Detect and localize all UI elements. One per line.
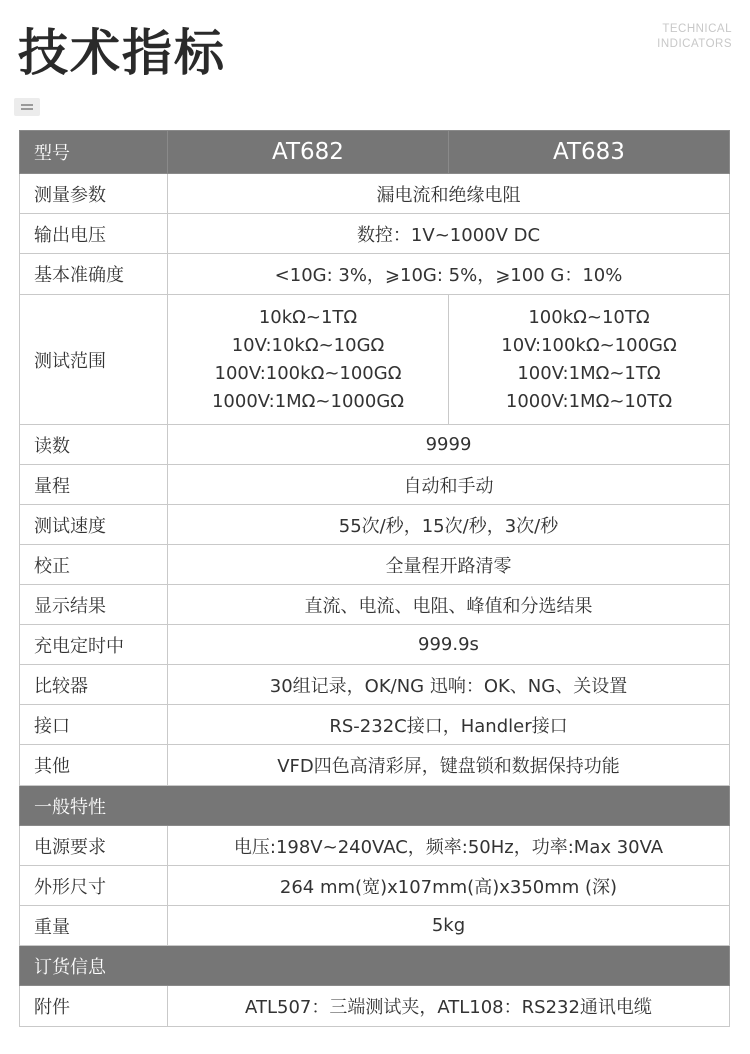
model-at683: AT683	[449, 131, 730, 174]
row-label: 重量	[20, 906, 168, 946]
row-value: VFD四色高清彩屏，键盘锁和数据保持功能	[168, 745, 730, 786]
table-row	[20, 826, 730, 866]
row-value: 漏电流和绝缘电阻	[168, 174, 730, 214]
table-row	[20, 705, 730, 745]
row-label: 读数	[20, 425, 168, 465]
table-row	[20, 505, 730, 545]
range-line: 100V:1MΩ~1TΩ	[517, 362, 661, 384]
row-value: 自动和手动	[168, 465, 730, 505]
table-row	[20, 425, 730, 465]
row-label: 电源要求	[20, 826, 168, 866]
row-value: 电压:198V~240VAC，频率:50Hz，功率:Max 30VA	[168, 826, 730, 866]
row-value: 直流、电流、电阻、峰值和分选结果	[168, 585, 730, 625]
table-row	[20, 986, 730, 1027]
table-row	[20, 906, 730, 946]
section-title: 订货信息	[20, 946, 730, 986]
spec-table	[19, 130, 730, 1027]
row-label: 外形尺寸	[20, 866, 168, 906]
row-label: 校正	[20, 545, 168, 585]
row-value: 55次/秒，15次/秒，3次/秒	[168, 505, 730, 545]
row-value: 30组记录，OK/NG 迅响：OK、NG、关设置	[168, 665, 730, 705]
row-value: 264 mm(宽)x107mm(高)x350mm (深)	[168, 866, 730, 906]
row-label: 测量参数	[20, 174, 168, 214]
row-value: RS-232C接口，Handler接口	[168, 705, 730, 745]
range-at683	[449, 295, 730, 425]
menu-icon[interactable]	[14, 98, 40, 116]
table-row	[20, 254, 730, 295]
model-at682: AT682	[168, 131, 449, 174]
table-header-row	[20, 131, 730, 174]
table-row	[20, 465, 730, 505]
section-title: 一般特性	[20, 786, 730, 826]
range-at682	[168, 295, 449, 425]
table-row	[20, 745, 730, 786]
row-label: 输出电压	[20, 214, 168, 254]
range-line: 100kΩ~10TΩ	[528, 306, 650, 328]
table-row-range	[20, 295, 730, 425]
row-label: 其他	[20, 745, 168, 786]
english-subtitle-line2: INDICATORS	[657, 38, 732, 50]
row-value: 9999	[168, 425, 730, 465]
table-row	[20, 585, 730, 625]
row-value: 5kg	[168, 906, 730, 946]
table-row	[20, 545, 730, 585]
section-header-general	[20, 786, 730, 826]
page-title: 技术指标	[18, 24, 226, 82]
row-value: 全量程开路清零	[168, 545, 730, 585]
row-value: ATL507：三端测试夹，ATL108：RS232通讯电缆	[168, 986, 730, 1027]
english-subtitle	[632, 22, 732, 52]
row-label: 附件	[20, 986, 168, 1027]
range-line: 10kΩ~1TΩ	[258, 306, 358, 328]
model-label: 型号	[20, 131, 168, 174]
table-row	[20, 665, 730, 705]
row-label: 比较器	[20, 665, 168, 705]
row-label: 显示结果	[20, 585, 168, 625]
row-value: 999.9s	[168, 625, 730, 665]
range-line: 1000V:1MΩ~1000GΩ	[211, 390, 405, 412]
row-label: 量程	[20, 465, 168, 505]
range-line: 10V:10kΩ~10GΩ	[231, 334, 385, 356]
english-subtitle-line1: TECHNICAL	[662, 23, 732, 35]
row-label: 接口	[20, 705, 168, 745]
range-line: 10V:100kΩ~100GΩ	[501, 334, 677, 356]
range-line: 1000V:1MΩ~10TΩ	[505, 390, 673, 412]
row-label: 测试范围	[20, 295, 168, 425]
table-row	[20, 625, 730, 665]
row-label: 充电定时中	[20, 625, 168, 665]
row-value: 数控：1V~1000V DC	[168, 214, 730, 254]
table-row	[20, 214, 730, 254]
row-label: 测试速度	[20, 505, 168, 545]
table-row	[20, 174, 730, 214]
section-header-order	[20, 946, 730, 986]
table-row	[20, 866, 730, 906]
row-label: 基本准确度	[20, 254, 168, 295]
range-line: 100V:100kΩ~100GΩ	[214, 362, 402, 384]
row-value: <10G: 3%，⩾10G: 5%，⩾100 G：10%	[168, 254, 730, 295]
